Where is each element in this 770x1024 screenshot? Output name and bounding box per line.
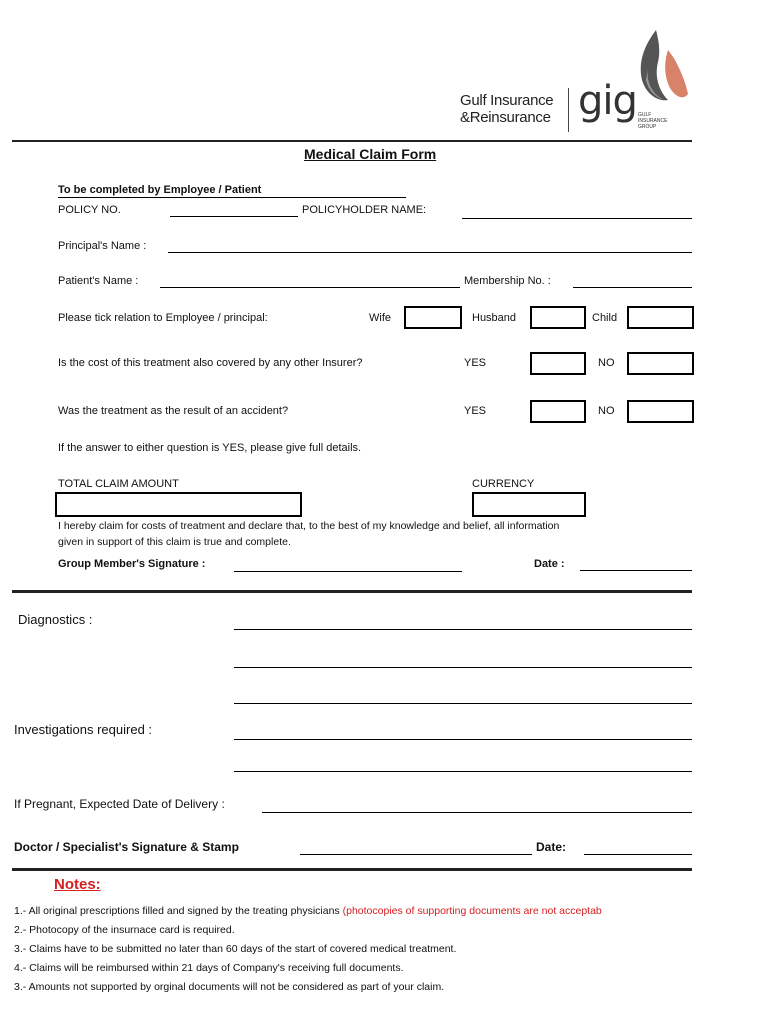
relation-question: Please tick relation to Employee / principal: [58, 312, 268, 324]
diagnostics-line-1[interactable] [234, 629, 692, 630]
policyholder-name-label: POLICYHOLDER NAME: [302, 204, 427, 216]
membership-no-field[interactable] [573, 287, 692, 288]
doctor-signature-field[interactable] [300, 854, 532, 855]
company-logo [458, 28, 698, 140]
logo-mark: gig [578, 78, 637, 124]
notes-divider [12, 868, 692, 871]
principal-name-field[interactable] [168, 252, 692, 253]
logo-small-text: GULF INSURANCE GROUP [638, 112, 668, 130]
logo-wordmark [460, 92, 553, 126]
doctor-date-label: Date: [536, 840, 567, 854]
child-checkbox[interactable] [627, 306, 694, 329]
section-header: To be completed by Employee / Patient [58, 184, 262, 196]
member-signature-field[interactable] [234, 571, 462, 572]
note-item: 3.- Claims have to be submitted no later than 60 days of the start of covered medical treatment. [14, 943, 457, 955]
member-date-label: Date : [534, 558, 565, 570]
other-insurer-question: Is the cost of this treatment also covered by any other Insurer? [58, 357, 363, 369]
accident-yes-label: YES [464, 405, 487, 417]
note-item: 4.- Claims will be reimbursed within 21 days of Company's receiving full documents. [14, 962, 404, 974]
membership-no-label: Membership No. : [464, 275, 551, 287]
page-title: Medical Claim Form [304, 146, 437, 162]
accident-yes-checkbox[interactable] [530, 400, 586, 423]
patient-name-field[interactable] [160, 287, 460, 288]
other-insurer-no-checkbox[interactable] [627, 352, 694, 375]
doctor-signature-label: Doctor / Specialist's Signature & Stamp [14, 840, 239, 854]
other-insurer-no-label: NO [598, 357, 615, 369]
diagnostics-label: Diagnostics : [18, 612, 93, 627]
diagnostics-line-3[interactable] [234, 703, 692, 704]
diagnostics-line-2[interactable] [234, 667, 692, 668]
accident-question: Was the treatment as the result of an accident? [58, 405, 289, 417]
pregnant-date-field[interactable] [262, 812, 692, 813]
wife-checkbox[interactable] [404, 306, 462, 329]
member-date-field[interactable] [580, 570, 692, 571]
other-insurer-yes-checkbox[interactable] [530, 352, 586, 375]
husband-label: Husband [472, 312, 517, 324]
currency-field[interactable] [472, 492, 586, 517]
section-divider [12, 590, 692, 593]
logo-line-1: Gulf Insurance [460, 92, 554, 109]
total-claim-label: TOTAL CLAIM AMOUNT [58, 478, 179, 490]
accident-no-checkbox[interactable] [627, 400, 694, 423]
doctor-date-field[interactable] [584, 854, 692, 855]
member-signature-label: Group Member's Signature : [58, 558, 206, 570]
note-item: 3.- Amounts not supported by orginal documents will not be considered as part of your claim. [14, 981, 445, 993]
principal-name-label: Principal's Name : [58, 240, 147, 252]
wife-label: Wife [369, 312, 391, 324]
header-rule [12, 140, 692, 142]
logo-divider [568, 88, 569, 132]
flame-emblem-icon [628, 28, 690, 108]
section-header-underline [58, 197, 406, 198]
accident-no-label: NO [598, 405, 615, 417]
policy-no-field[interactable] [170, 216, 298, 217]
notes-heading: Notes: [54, 876, 101, 893]
declaration-text: I hereby claim for costs of treatment and declare that, to the best of my knowledge and belief, all information given in support of this claim is true and complete. [58, 520, 560, 548]
patient-name-label: Patient's Name : [58, 275, 139, 287]
policy-no-label: POLICY NO. [58, 204, 121, 216]
policyholder-name-field[interactable] [462, 218, 692, 219]
note-item: 2.- Photocopy of the insurnace card is required. [14, 924, 235, 936]
notes-list [14, 902, 704, 997]
note-item: 1.- All original prescriptions filled and signed by the treating physicians (photocopies of supporting documents are not acceptab [14, 905, 602, 917]
investigations-line-2[interactable] [234, 771, 692, 772]
logo-line-2: &Reinsurance [460, 109, 551, 126]
currency-label: CURRENCY [472, 478, 535, 490]
pregnant-label: If Pregnant, Expected Date of Delivery : [14, 797, 225, 811]
child-label: Child [592, 312, 618, 324]
investigations-label: Investigations required : [14, 722, 153, 737]
other-insurer-yes-label: YES [464, 357, 487, 369]
investigations-line-1[interactable] [234, 739, 692, 740]
details-note: If the answer to either question is YES, please give full details. [58, 442, 362, 454]
husband-checkbox[interactable] [530, 306, 586, 329]
total-claim-amount-field[interactable] [55, 492, 302, 517]
